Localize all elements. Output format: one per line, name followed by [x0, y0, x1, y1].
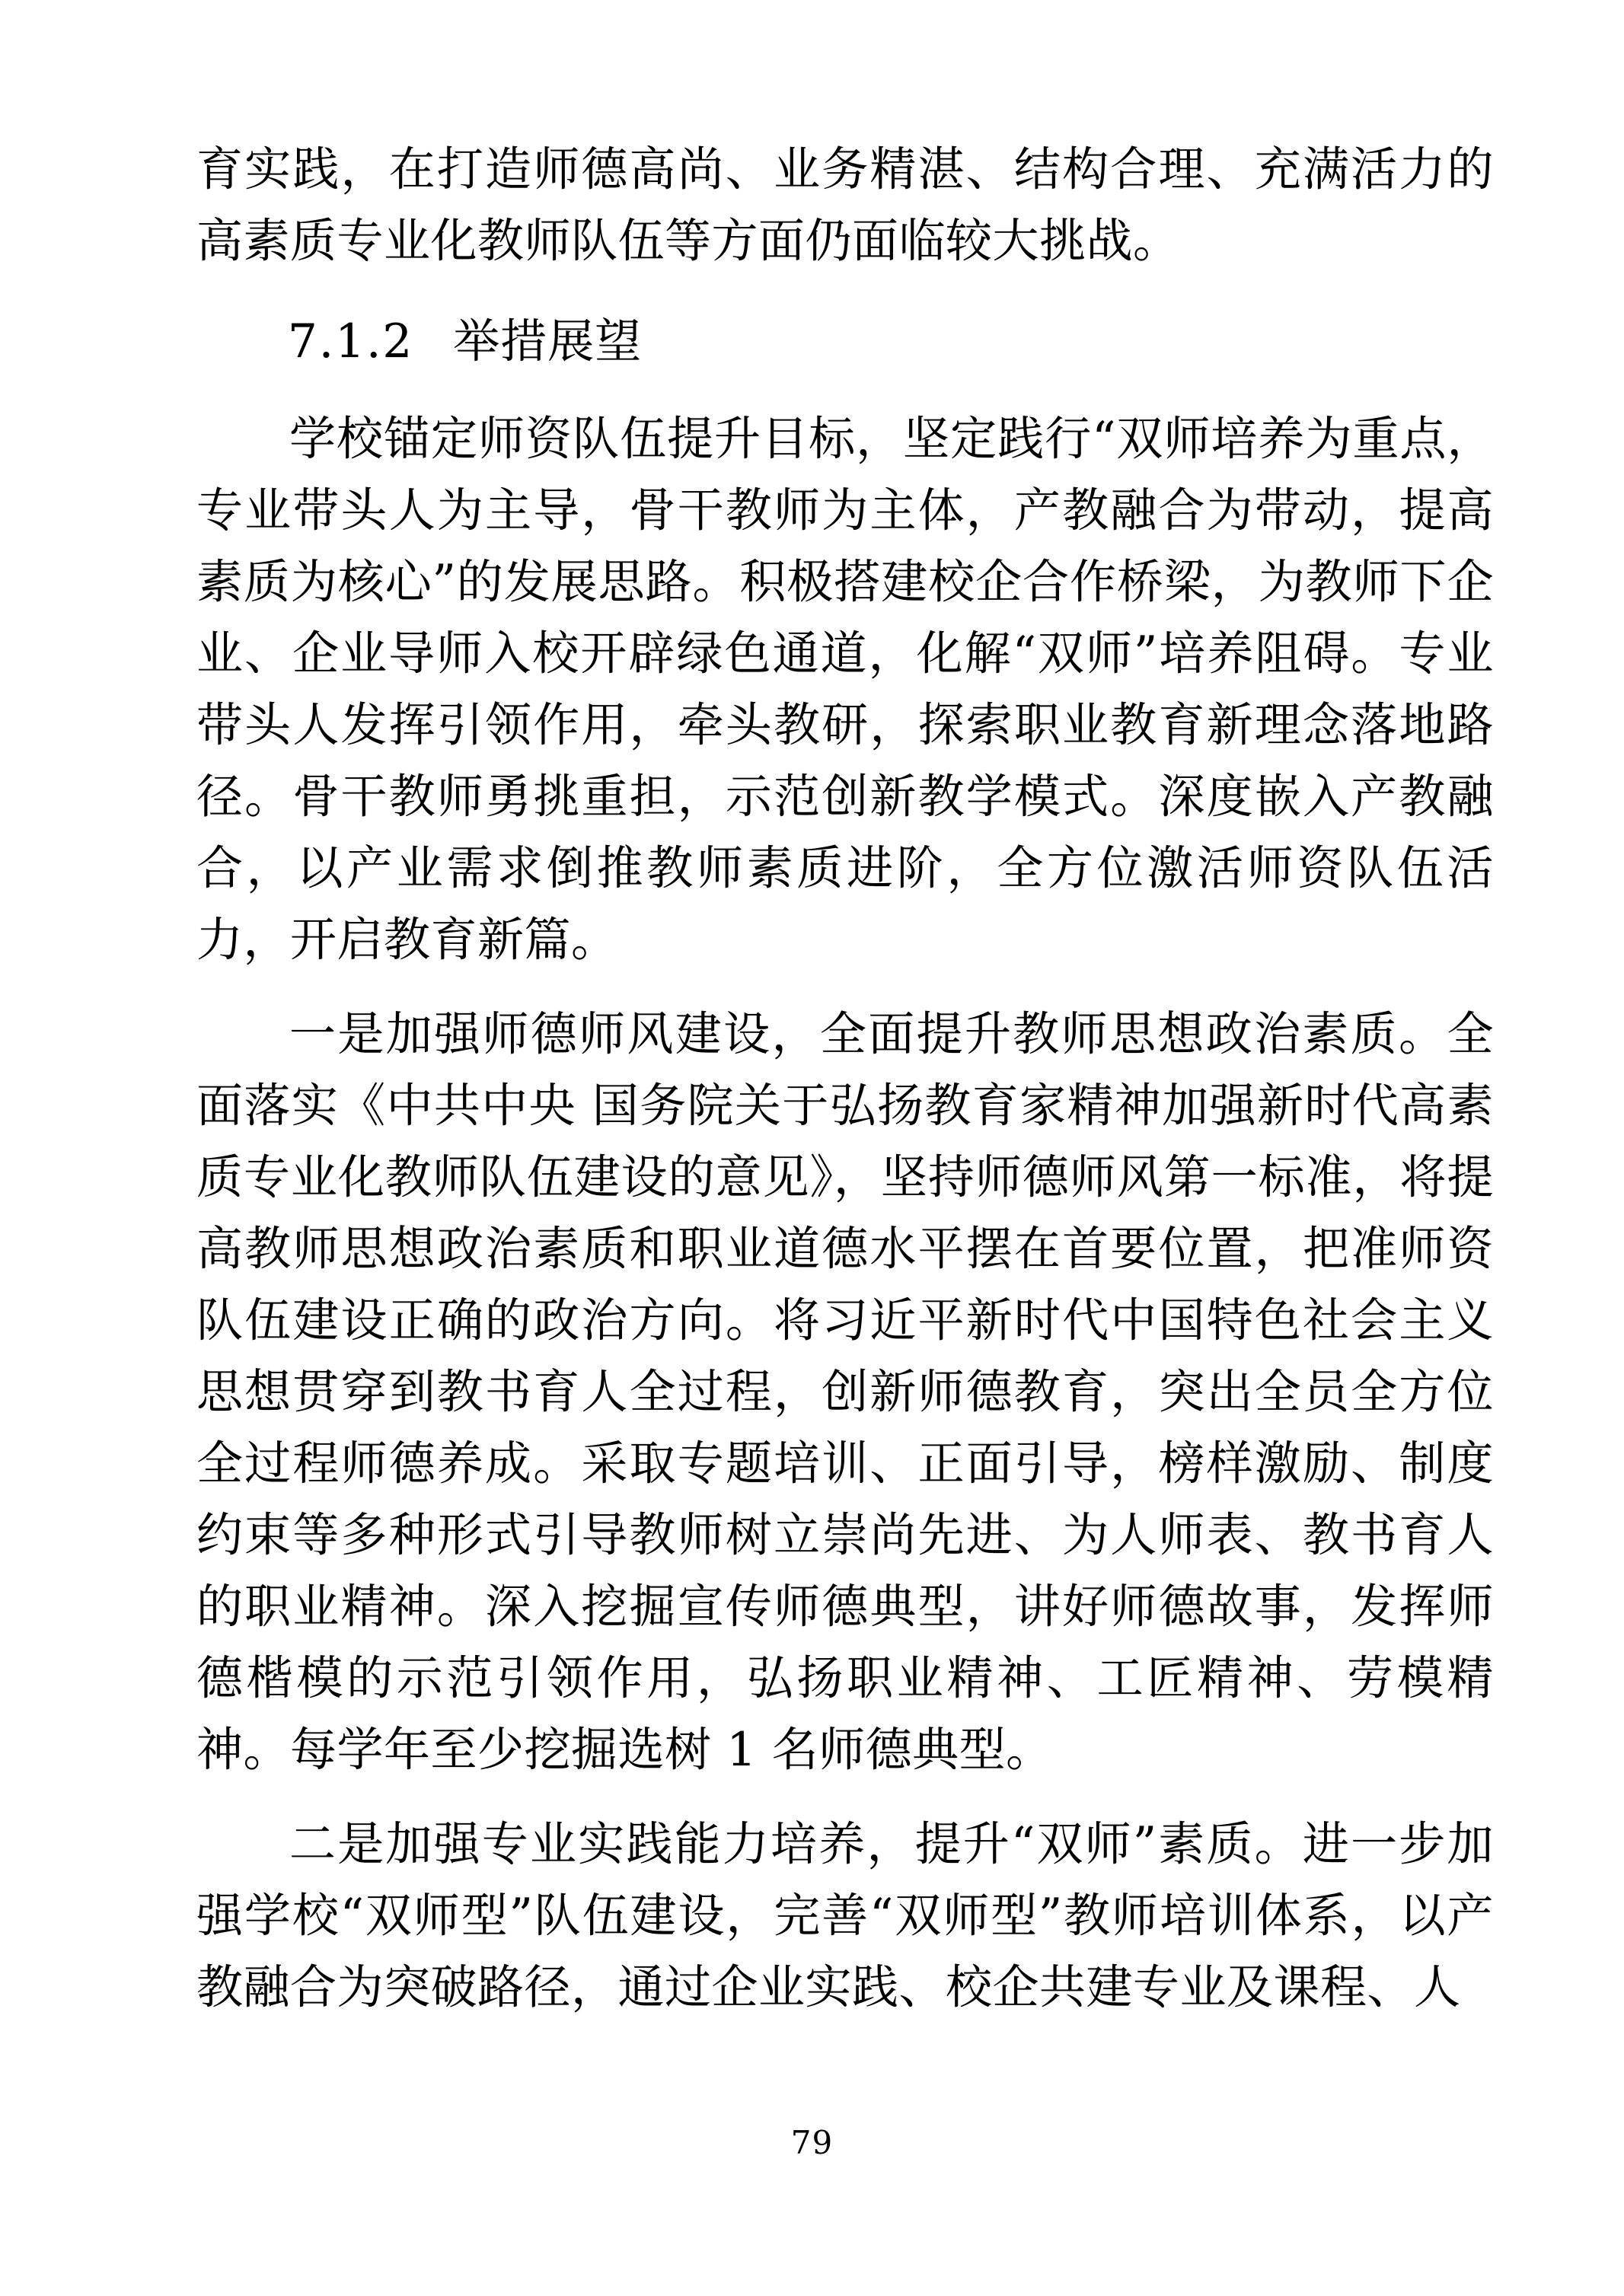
- paragraph-1: 学校锚定师资队伍提升目标，坚定践行“双师培养为重点，专业带头人为主导，骨干教师为主体，产教融合为带动，提高素质为核心”的发展思路。积极搭建校企合作桥梁，为教师下企业、企业导师入校开辟绿色通道，化解“双师”培养阻碍。专业带头人发挥引领作用，牵头教研，探索职业教育新理念落地路径。骨干教师勇挑重担，示范创新教学模式。深度嵌入产教融合，以产业需求倒推教师素质进阶，全方位激活师资队伍活力，开启教育新篇。: [196, 412, 1494, 967]
- continued-paragraph: 育实践，在打造师德高尚、业务精湛、结构合理、充满活力的高素质专业化教师队伍等方面仍面临较大挑战。: [196, 142, 1494, 268]
- paragraph-2: 一是加强师德师风建设，全面提升教师思想政治素质。全面落实《中共中央 国务院关于弘扬教育家精神加强新时代高素质专业化教师队伍建设的意见》，坚持师德师风第一标准，将提高教师思想政治素质和职业道德水平摆在首要位置，把准师资队伍建设正确的政治方向。将习近平新时代中国特色社会主义思想贯穿到教书育人全过程，创新师德教育，突出全员全方位全过程师德养成。采取专题培训、正面引导，榜样激励、制度约束等多种形式引导教师树立崇尚先进、为人师表、教书育人的职业精神。深入挖掘宣传师德典型，讲好师德故事，发挥师德楷模的示范引领作用，弘扬职业精神、工匠精神、劳模精神。每学年至少挖掘选树 1 名师德典型。: [196, 1007, 1494, 1777]
- section-heading: [196, 306, 1494, 378]
- page-number: 79: [790, 2124, 834, 2161]
- section-number: 7.1.2: [288, 314, 414, 368]
- paragraph-3: 二是加强专业实践能力培养，提升“双师”素质。进一步加强学校“双师型”队伍建设，完善“双师型”教师培训体系，以产教融合为突破路径，通过企业实践、校企共建专业及课程、人: [196, 1817, 1494, 2014]
- page-content: [196, 134, 1494, 2023]
- section-title: 举措展望: [453, 314, 643, 368]
